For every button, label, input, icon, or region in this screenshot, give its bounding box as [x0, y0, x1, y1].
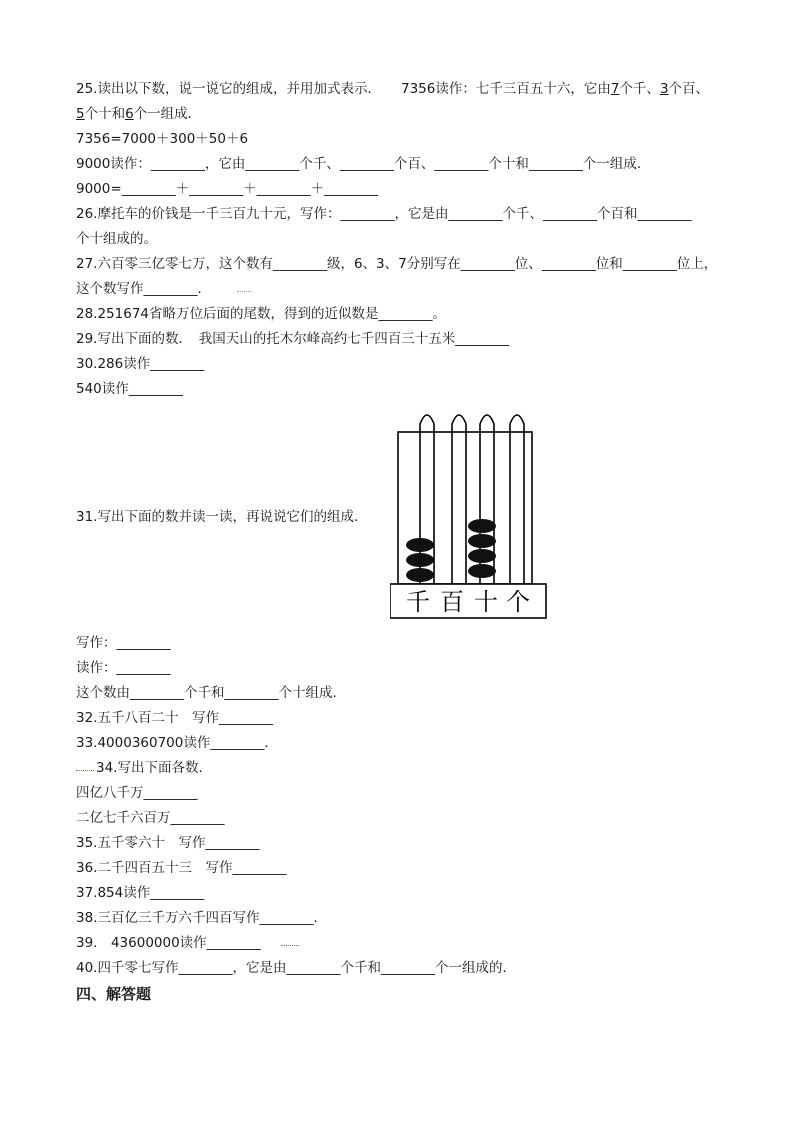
q25-ones-count: 6 — [125, 106, 134, 122]
q27-line2 — [76, 280, 251, 298]
q31-composition: 这个数由________个千和________个十组成． — [76, 685, 346, 701]
q25-read-prefix: 7356读作：七千三百五十六，它由 — [400, 81, 611, 97]
scan-mark-icon — [76, 766, 94, 771]
q25-line1 — [76, 80, 709, 98]
q25-ones-unit: 个一组成． — [133, 106, 202, 122]
q31-prompt: 31.写出下面的数并读一读，再说说它们的组成． — [76, 509, 368, 525]
q25-hundreds-unit: 个百、 — [668, 81, 710, 97]
bead — [406, 553, 434, 567]
beads-thousands — [406, 538, 434, 582]
label-thousands: 千 — [406, 588, 430, 616]
q29: 29.写出下面的数． 我国天山的托木尔峰高约七千四百三十五米________ — [76, 331, 510, 347]
q25-tens-unit: 个十和 — [84, 106, 126, 122]
label-ones: 个 — [506, 588, 530, 616]
q40: 40.四千零七写作________，它是由________个千和________个一组成的． — [76, 960, 516, 976]
q30-line2: 540读作________ — [76, 381, 183, 397]
q39: 39. 43600000读作________ — [76, 935, 261, 951]
rod-ones — [510, 415, 524, 584]
q31-read: 读作：________ — [76, 660, 171, 676]
q25-9000-expansion: 9000=________＋________＋________＋________ — [76, 181, 379, 197]
rod-hundreds — [452, 415, 466, 584]
q34-a: 四亿八千万________ — [76, 785, 198, 801]
q37: 37.854读作________ — [76, 885, 205, 901]
q30-line1: 30.286读作________ — [76, 356, 205, 372]
q25-thousands-count: 7 — [610, 81, 620, 97]
bead — [468, 549, 496, 563]
label-tens: 十 — [474, 588, 498, 616]
q25-9000-line: 9000读作：________，它由________个千、________个百、________个十和________个一组成． — [76, 156, 651, 172]
q31-write: 写作：________ — [76, 635, 171, 651]
q32: 32.五千八百二十 写作________ — [76, 710, 273, 726]
q25-tens-count: 5 — [76, 106, 85, 122]
scan-mark-icon — [281, 941, 299, 946]
q25-thousands-unit: 个千、 — [619, 81, 660, 97]
q28: 28.251674省略万位后面的尾数，得到的近似数是________。 — [76, 306, 447, 322]
bead — [406, 538, 434, 552]
bead — [406, 568, 434, 582]
q26-line1: 26.摩托车的价钱是一千三百九十元，写作：________，它是由________个千、________个百和________ — [76, 206, 692, 222]
bead — [468, 534, 496, 548]
q39-line — [76, 934, 301, 952]
q34-prompt: 34.写出下面各数． — [96, 760, 212, 776]
q36: 36.二千四百五十三 写作________ — [76, 860, 287, 876]
beads-tens — [468, 519, 496, 578]
q26-line2: 个十组成的。 — [76, 231, 157, 247]
q27-line1: 27.六百零三亿零七万，这个数有________级，6、3、7分别写在________位、________位和________位上， — [76, 256, 718, 272]
label-hundreds: 百 — [440, 588, 464, 616]
section-heading: 四、解答题 — [76, 985, 152, 1003]
q38: 38.三百亿三千万六千四百写作________． — [76, 910, 327, 926]
q33: 33.4000360700读作________． — [76, 735, 278, 751]
abacus-diagram — [390, 404, 552, 620]
bead — [468, 519, 496, 533]
q27-line2-text: 这个数写作________． — [76, 281, 211, 297]
q34-prompt-line — [76, 759, 212, 777]
scan-mark-icon — [237, 287, 251, 292]
q35: 35.五千零六十 写作________ — [76, 835, 260, 851]
q25-line2 — [76, 105, 201, 123]
q25-prompt: 25.读出以下数，说一说它的组成，并用加式表示． — [76, 81, 381, 97]
q25-hundreds-count: 3 — [659, 81, 669, 97]
q34-b: 二亿七千六百万________ — [76, 810, 225, 826]
q25-expansion: 7356=7000＋300＋50＋6 — [76, 131, 249, 147]
bead — [468, 564, 496, 578]
